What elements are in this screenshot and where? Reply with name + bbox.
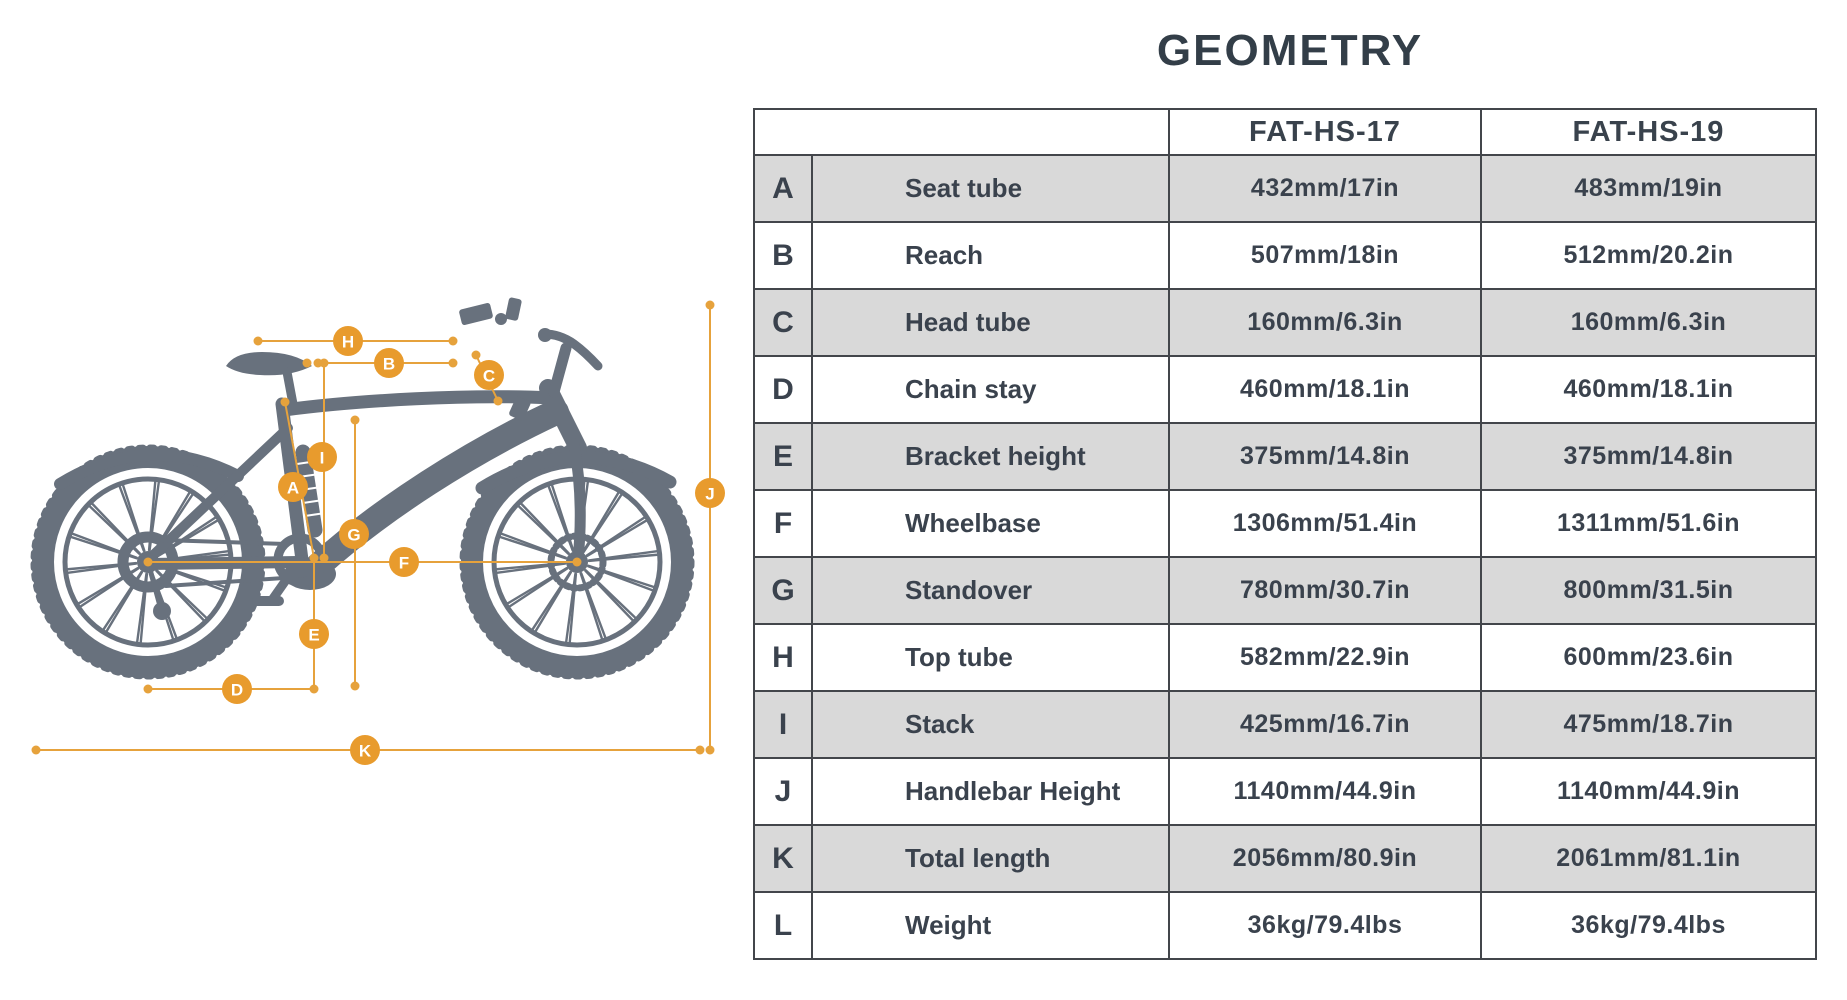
dimension-endpoint-dot [706,301,715,310]
row-label: Handlebar Height [812,758,1169,825]
table-row-H [754,624,1816,691]
row-letter: E [754,423,812,490]
dimension-badge-letter: A [286,478,300,498]
dimension-badge-letter: K [358,741,372,761]
header-model-fat-hs-19: FAT-HS-19 [1481,109,1816,155]
table-row-F [754,490,1816,557]
row-label: Reach [812,222,1169,289]
row-value-fat-hs-19: 1140mm/44.9in [1481,758,1816,825]
row-letter: H [754,624,812,691]
dimension-endpoint-dot [696,746,705,755]
bike-illustration [34,297,691,676]
row-value-fat-hs-17: 507mm/18in [1169,222,1481,289]
row-value-fat-hs-17: 1140mm/44.9in [1169,758,1481,825]
row-value-fat-hs-19: 512mm/20.2in [1481,222,1816,289]
dimension-badge-letter: I [319,448,325,468]
row-value-fat-hs-19: 160mm/6.3in [1481,289,1816,356]
row-value-fat-hs-17: 2056mm/80.9in [1169,825,1481,892]
row-value-fat-hs-17: 160mm/6.3in [1169,289,1481,356]
dimension-endpoint-dot [472,351,481,360]
dimension-endpoint-dot [449,337,458,346]
header-model-fat-hs-17: FAT-HS-17 [1169,109,1481,155]
row-letter: C [754,289,812,356]
row-value-fat-hs-19: 800mm/31.5in [1481,557,1816,624]
geometry-table [753,108,1817,960]
row-value-fat-hs-19: 475mm/18.7in [1481,691,1816,758]
dimension-endpoint-dot [303,359,312,368]
row-value-fat-hs-17: 432mm/17in [1169,155,1481,222]
dimension-endpoint-dot [573,558,582,567]
dimension-endpoint-dot [494,397,503,406]
row-letter: B [754,222,812,289]
table-row-I [754,691,1816,758]
row-value-fat-hs-19: 375mm/14.8in [1481,423,1816,490]
table-row-A [754,155,1816,222]
row-label: Chain stay [812,356,1169,423]
row-label: Bracket height [812,423,1169,490]
row-value-fat-hs-19: 600mm/23.6in [1481,624,1816,691]
row-letter: J [754,758,812,825]
row-value-fat-hs-17: 425mm/16.7in [1169,691,1481,758]
dimension-J [695,301,725,755]
row-label: Standover [812,557,1169,624]
row-value-fat-hs-17: 375mm/14.8in [1169,423,1481,490]
row-letter: I [754,691,812,758]
dimension-endpoint-dot [351,682,360,691]
geometry-table-body [754,155,1816,959]
dimension-badge-letter: C [482,366,496,386]
saddle [226,352,312,404]
row-value-fat-hs-17: 582mm/22.9in [1169,624,1481,691]
dimension-endpoint-dot [706,746,715,755]
page-title: GEOMETRY [1156,26,1424,75]
dimension-D [144,674,319,704]
row-value-fat-hs-17: 460mm/18.1in [1169,356,1481,423]
dimension-endpoint-dot [449,359,458,368]
dimension-H [254,326,458,356]
dimension-endpoint-dot [254,337,263,346]
row-label: Wheelbase [812,490,1169,557]
dimension-endpoint-dot [144,685,153,694]
row-label: Total length [812,825,1169,892]
dimension-endpoint-dot [144,558,153,567]
row-label: Top tube [812,624,1169,691]
dimension-endpoint-dot [281,398,290,407]
row-letter: A [754,155,812,222]
row-value-fat-hs-19: 460mm/18.1in [1481,356,1816,423]
table-row-L [754,892,1816,959]
dimension-endpoint-dot [320,554,329,563]
dimension-badge-letter: B [382,354,396,374]
row-value-fat-hs-19: 36kg/79.4lbs [1481,892,1816,959]
row-letter: K [754,825,812,892]
row-letter: F [754,490,812,557]
table-row-K [754,825,1816,892]
row-value-fat-hs-17: 1306mm/51.4in [1169,490,1481,557]
row-value-fat-hs-17: 780mm/30.7in [1169,557,1481,624]
table-row-G [754,557,1816,624]
dimension-badge-letter: J [705,484,715,504]
table-row-J [754,758,1816,825]
row-label: Seat tube [812,155,1169,222]
row-value-fat-hs-19: 1311mm/51.6in [1481,490,1816,557]
row-label: Weight [812,892,1169,959]
dimension-endpoint-dot [351,416,360,425]
table-row-E [754,423,1816,490]
bike-geometry-diagram [0,230,740,790]
table-row-B [754,222,1816,289]
row-letter: D [754,356,812,423]
row-value-fat-hs-17: 36kg/79.4lbs [1169,892,1481,959]
dimension-badge-letter: E [308,625,320,645]
dimension-endpoint-dot [320,359,329,368]
row-letter: L [754,892,812,959]
table-row-C [754,289,1816,356]
table-header-row [754,109,1816,155]
table-row-D [754,356,1816,423]
dimension-badge-letter: D [230,680,244,700]
row-label: Head tube [812,289,1169,356]
dimension-badge-letter: F [398,553,410,573]
header-blank-cell [754,109,1169,155]
dimension-badge-letter: G [347,525,361,545]
row-label: Stack [812,691,1169,758]
dimension-badge-letter: H [341,332,355,352]
dimension-F [144,547,582,577]
row-value-fat-hs-19: 2061mm/81.1in [1481,825,1816,892]
dimension-K [32,735,705,765]
dimension-endpoint-dot [32,746,41,755]
row-letter: G [754,557,812,624]
row-value-fat-hs-19: 483mm/19in [1481,155,1816,222]
